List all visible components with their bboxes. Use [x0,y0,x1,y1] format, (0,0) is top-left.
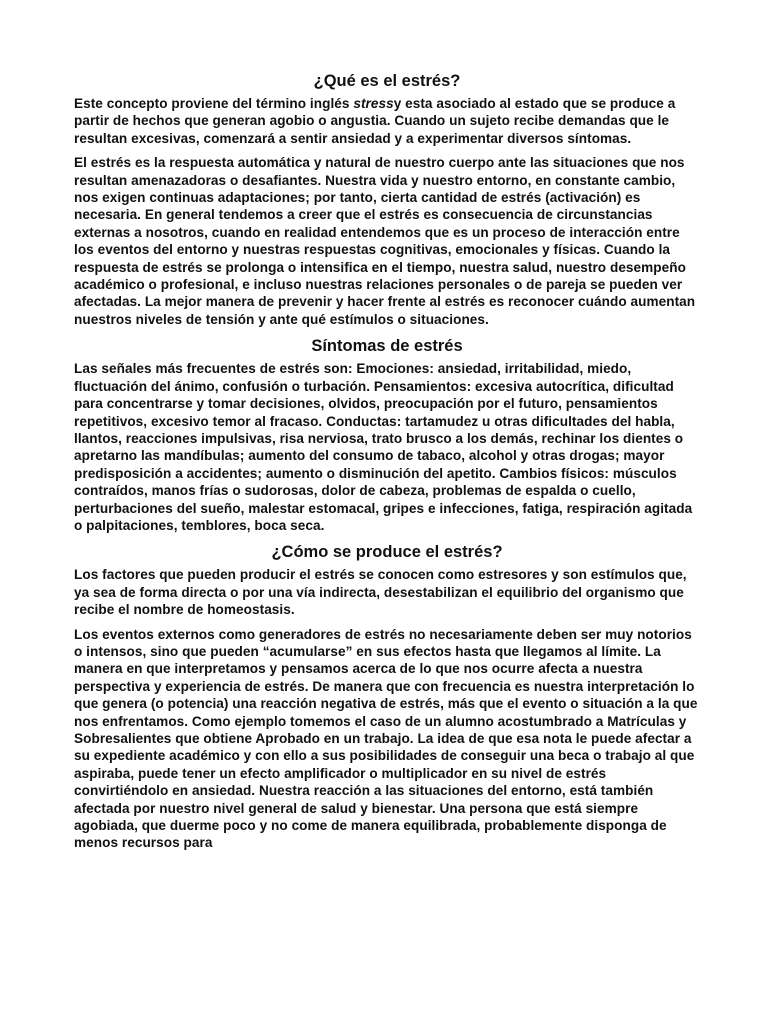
paragraph-definicion-end: y esta asociado al estado que se produce a partir de hechos que generan agobio o angustia. Cuando un sujeto recibe demandas que le resultan excesivas, comenzará a sentir ansiedad y a experimentar diversos síntomas. [74,96,676,146]
paragraph-definicion-start: Este concepto proviene del término inglés [74,96,354,111]
section-title-como-se-produce: ¿Cómo se produce el estrés? [271,543,503,562]
paragraph-eventos-externos: Los eventos externos como generadores de estrés no necesariamente deben ser muy notorios o intensos, sino que pueden “acumularse” en sus efectos hasta que llegamos al límite. La manera en que interpretamos y pensamos acerca de lo que nos ocurre afecta a nuestra perspectiva y experiencia de estrés. De manera que con frecuencia es nuestra interpretación lo que genera (o potencia) una reacción negativa de estrés, más que el evento o situación a la que nos enfrentamos. Como ejemplo tomemos el caso de un alumno acostumbrado a Matrículas y Sobresalientes que obtiene Aprobado en un trabajo. La idea de que esa nota le puede afectar a su expediente académico y con ello a sus posibilidades de conseguir una beca o trabajo al que aspiraba, puede tener un efecto amplificador o multiplicador en su nivel de estrés convirtiéndolo en ansiedad. Nuestra reacción a las situaciones del entorno, está también afectada por nuestro nivel general de salud y bienestar. Una persona que está siempre agobiada, que duerme poco y no come de manera equilibrada, probablemente disponga de menos recursos para [74,626,698,851]
term-stress: stress [353,96,394,111]
section-title-que-es-el-estres: ¿Qué es el estrés? [313,72,461,90]
paragraph-definicion [74,95,700,147]
paragraph-factores: Los factores que pueden producir el estrés se conocen como estresores y son estímulos que, ya sea de forma directa o por una vía indirecta, desestabilizan el equilibrio del organismo que recibe el nombre de homeostasis. [74,567,687,618]
section-title-sintomas: Síntomas de estrés [311,337,463,356]
paragraph-respuesta-automatica: El estrés es la respuesta automática y natural de nuestro cuerpo ante las situaciones que nos resultan amenazadoras o desafiantes. Nuestra vida y nuestro entorno, en constante cambio, nos exigen continuas adaptaciones; por tanto, cierta cantidad de estrés (activación) es necesaria. En general tendemos a creer que el estrés es consecuencia de circunstancias externas a nosotros, cuando en realidad entendemos que es un proceso de interacción entre los eventos del entorno y nuestras respuestas cognitivas, emocionales y físicas. Cuando la respuesta de estrés se prolonga o intensifica en el tiempo, nuestra salud, nuestro desempeño académico o profesional, e incluso nuestras relaciones personales o de pareja se pueden ver afectadas. La mejor manera de prevenir y hacer frente al estrés es reconocer cuándo aumentan nuestros niveles de tensión y ante qué estímulos o situaciones. [74,155,696,327]
paragraph-senales: Las señales más frecuentes de estrés son: Emociones: ansiedad, irritabilidad, miedo, fluctuación del ánimo, confusión o turbación. Pensamientos: excesiva autocrítica, dificultad para concentrarse y tomar decisiones, olvidos, preocupación por el futuro, pensamientos repetitivos, excesivo temor al fracaso. Conductas: tartamudez u otras dificultades del habla, llantos, reacciones impulsivas, risa nerviosa, trato brusco a los demás, rechinar los dientes o apretarno las mandíbulas; aumento del consumo de tabaco, alcohol y otras drogas; mayor predisposición a accidentes; aumento o disminución del apetito. Cambios físicos: músculos contraídos, manos frías o sudorosas, dolor de cabeza, problemas de espalda o cuello, perturbaciones del sueño, malestar estomacal, gripes e infecciones, fatiga, respiración agitada o palpitaciones, temblores, boca seca. [74,361,693,533]
document-page [74,70,700,859]
